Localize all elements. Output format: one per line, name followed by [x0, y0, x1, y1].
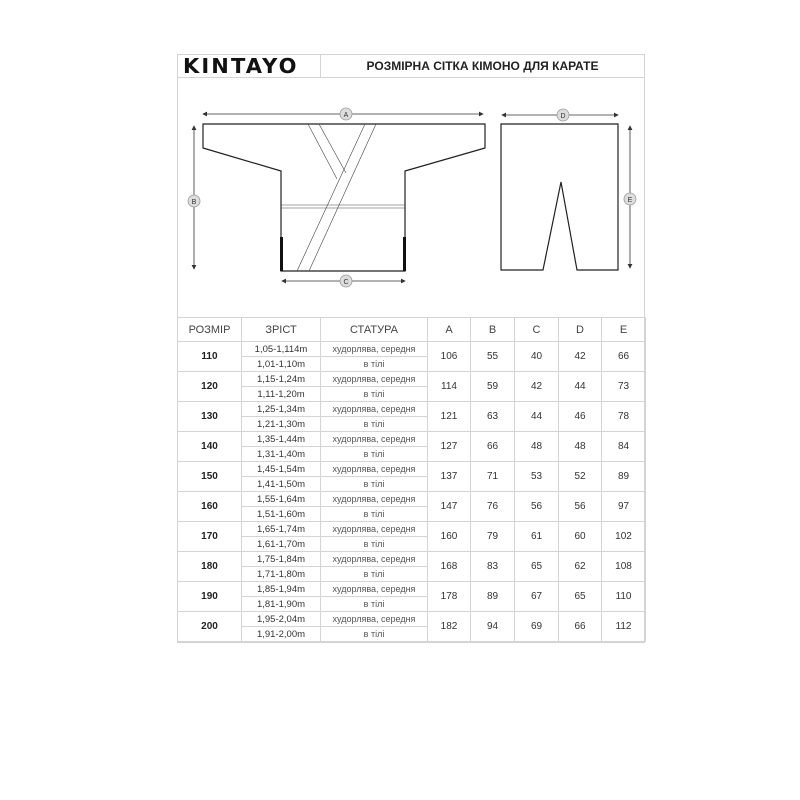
col-header-b: B — [471, 318, 515, 342]
build-cell: в тілі — [321, 507, 428, 522]
measure-b-cell: 63 — [471, 402, 515, 432]
height-range-cell: 1,41-1,50m — [242, 477, 321, 492]
measure-e-cell: 78 — [602, 402, 646, 432]
measure-b-cell: 66 — [471, 432, 515, 462]
build-cell: худорлява, середня — [321, 612, 428, 627]
measure-a-cell: 147 — [428, 492, 471, 522]
col-header-a: A — [428, 318, 471, 342]
height-range-cell: 1,15-1,24m — [242, 372, 321, 387]
build-cell: худорлява, середня — [321, 552, 428, 567]
measure-a-cell: 127 — [428, 432, 471, 462]
measure-a-cell: 137 — [428, 462, 471, 492]
logo-cell — [178, 55, 321, 77]
col-header-build: СТАТУРА — [321, 318, 428, 342]
table-row — [178, 582, 646, 597]
table-row — [178, 522, 646, 537]
build-cell: в тілі — [321, 477, 428, 492]
page-title: РОЗМІРНА СІТКА КІМОНО ДЛЯ КАРАТЕ — [366, 59, 599, 73]
col-header-e: E — [602, 318, 646, 342]
size-cell: 110 — [178, 342, 242, 372]
brand-logo: KINTAYO — [183, 54, 299, 78]
measure-a-cell: 160 — [428, 522, 471, 552]
measure-b-cell: 71 — [471, 462, 515, 492]
height-range-cell: 1,21-1,30m — [242, 417, 321, 432]
build-cell: худорлява, середня — [321, 372, 428, 387]
measure-d-cell: 65 — [559, 582, 602, 612]
measure-e-cell: 73 — [602, 372, 646, 402]
svg-text:B: B — [191, 199, 197, 206]
size-chart-sheet — [177, 54, 645, 643]
height-range-cell: 1,45-1,54m — [242, 462, 321, 477]
measure-e-cell: 108 — [602, 552, 646, 582]
table-row — [178, 612, 646, 627]
measure-d-cell: 44 — [559, 372, 602, 402]
jacket-drawing — [188, 108, 485, 287]
table-row — [178, 552, 646, 567]
col-header-d: D — [559, 318, 602, 342]
measure-d-cell: 66 — [559, 612, 602, 642]
height-range-cell: 1,35-1,44m — [242, 432, 321, 447]
size-table — [177, 317, 646, 642]
build-cell: в тілі — [321, 417, 428, 432]
measure-b-cell: 76 — [471, 492, 515, 522]
measure-d-cell: 56 — [559, 492, 602, 522]
build-cell: худорлява, середня — [321, 342, 428, 357]
height-range-cell: 1,05-1,114m — [242, 342, 321, 357]
measure-b-cell: 55 — [471, 342, 515, 372]
build-cell: в тілі — [321, 567, 428, 582]
measure-c-cell: 69 — [515, 612, 559, 642]
height-range-cell: 1,65-1,74m — [242, 522, 321, 537]
size-cell: 150 — [178, 462, 242, 492]
measure-e-cell: 102 — [602, 522, 646, 552]
measure-c-cell: 48 — [515, 432, 559, 462]
measure-c-cell: 40 — [515, 342, 559, 372]
measure-c-cell: 44 — [515, 402, 559, 432]
build-cell: в тілі — [321, 357, 428, 372]
kimono-diagram-svg — [178, 77, 644, 317]
height-range-cell: 1,55-1,64m — [242, 492, 321, 507]
height-range-cell: 1,85-1,94m — [242, 582, 321, 597]
measure-e-cell: 84 — [602, 432, 646, 462]
measure-c-cell: 53 — [515, 462, 559, 492]
measure-c-cell: 61 — [515, 522, 559, 552]
build-cell: в тілі — [321, 447, 428, 462]
size-cell: 180 — [178, 552, 242, 582]
header-row — [178, 55, 644, 78]
height-range-cell: 1,95-2,04m — [242, 612, 321, 627]
col-header-size: РОЗМІР — [178, 318, 242, 342]
height-range-cell: 1,61-1,70m — [242, 537, 321, 552]
measure-b-cell: 59 — [471, 372, 515, 402]
height-range-cell: 1,11-1,20m — [242, 387, 321, 402]
size-cell: 190 — [178, 582, 242, 612]
build-cell: худорлява, середня — [321, 522, 428, 537]
measure-d-cell: 52 — [559, 462, 602, 492]
build-cell: худорлява, середня — [321, 582, 428, 597]
table-header-row — [178, 318, 646, 342]
height-range-cell: 1,25-1,34m — [242, 402, 321, 417]
measure-d-cell: 48 — [559, 432, 602, 462]
svg-text:E: E — [627, 197, 633, 204]
height-range-cell: 1,75-1,84m — [242, 552, 321, 567]
col-header-c: C — [515, 318, 559, 342]
pants-drawing — [501, 109, 636, 270]
measure-c-cell: 67 — [515, 582, 559, 612]
measure-c-cell: 42 — [515, 372, 559, 402]
build-cell: в тілі — [321, 597, 428, 612]
table-row — [178, 432, 646, 447]
measure-b-cell: 83 — [471, 552, 515, 582]
measure-c-cell: 65 — [515, 552, 559, 582]
size-cell: 120 — [178, 372, 242, 402]
measure-b-cell: 89 — [471, 582, 515, 612]
measure-d-cell: 60 — [559, 522, 602, 552]
table-row — [178, 492, 646, 507]
measure-a-cell: 178 — [428, 582, 471, 612]
kimono-diagram — [178, 77, 644, 317]
height-range-cell: 1,81-1,90m — [242, 597, 321, 612]
measure-a-cell: 168 — [428, 552, 471, 582]
table-row — [178, 372, 646, 387]
build-cell: худорлява, середня — [321, 462, 428, 477]
size-cell: 160 — [178, 492, 242, 522]
height-range-cell: 1,31-1,40m — [242, 447, 321, 462]
measure-c-cell: 56 — [515, 492, 559, 522]
measure-d-cell: 42 — [559, 342, 602, 372]
table-row — [178, 342, 646, 357]
svg-text:D: D — [560, 113, 566, 120]
measure-e-cell: 97 — [602, 492, 646, 522]
svg-text:A: A — [343, 112, 349, 119]
build-cell: худорлява, середня — [321, 492, 428, 507]
measure-b-cell: 94 — [471, 612, 515, 642]
measure-e-cell: 112 — [602, 612, 646, 642]
measure-d-cell: 62 — [559, 552, 602, 582]
height-range-cell: 1,71-1,80m — [242, 567, 321, 582]
measure-a-cell: 182 — [428, 612, 471, 642]
build-cell: в тілі — [321, 387, 428, 402]
measure-e-cell: 89 — [602, 462, 646, 492]
table-row — [178, 462, 646, 477]
measure-d-cell: 46 — [559, 402, 602, 432]
build-cell: худорлява, середня — [321, 432, 428, 447]
measure-e-cell: 110 — [602, 582, 646, 612]
measure-b-cell: 79 — [471, 522, 515, 552]
col-header-height: ЗРІСТ — [242, 318, 321, 342]
build-cell: в тілі — [321, 627, 428, 642]
build-cell: худорлява, середня — [321, 402, 428, 417]
size-cell: 130 — [178, 402, 242, 432]
size-cell: 140 — [178, 432, 242, 462]
height-range-cell: 1,01-1,10m — [242, 357, 321, 372]
build-cell: в тілі — [321, 537, 428, 552]
table-row — [178, 402, 646, 417]
height-range-cell: 1,51-1,60m — [242, 507, 321, 522]
measure-a-cell: 114 — [428, 372, 471, 402]
table-body — [178, 342, 646, 642]
measure-a-cell: 106 — [428, 342, 471, 372]
svg-text:C: C — [343, 279, 349, 286]
measure-e-cell: 66 — [602, 342, 646, 372]
measure-a-cell: 121 — [428, 402, 471, 432]
size-cell: 200 — [178, 612, 242, 642]
size-cell: 170 — [178, 522, 242, 552]
height-range-cell: 1,91-2,00m — [242, 627, 321, 642]
